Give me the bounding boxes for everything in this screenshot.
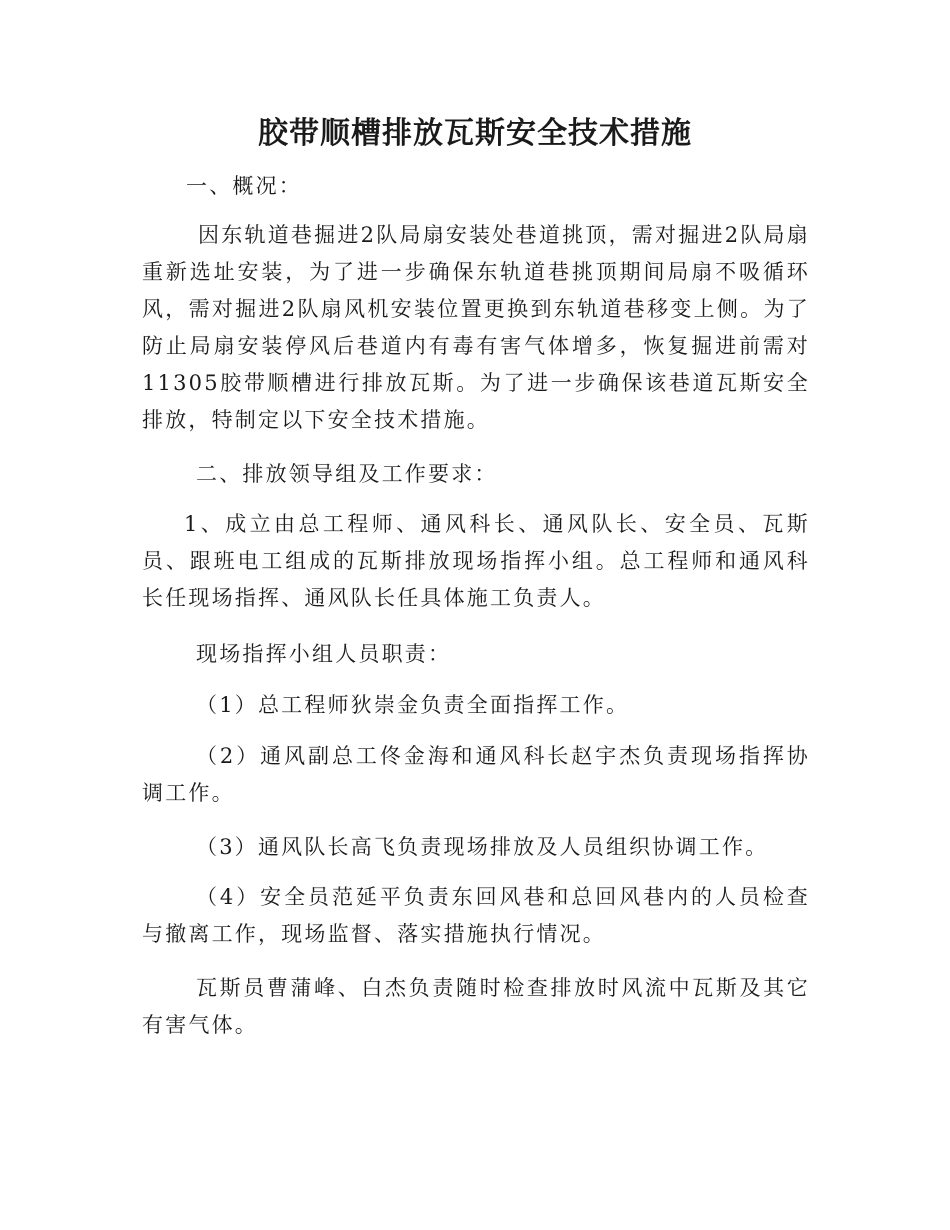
duties-heading: 现场指挥小组人员职责：	[196, 642, 452, 666]
section-2-heading: 二、排放领导组及工作要求：	[196, 462, 498, 486]
duty-4: （4）安全员范延平负责东回风巷和总回风巷内的人员检查与撤离工作，现场监督、落实措施执行情况。	[142, 885, 810, 946]
section-1-heading: 一、概况：	[186, 174, 302, 198]
document-title: 胶带顺槽排放瓦斯安全技术措施	[258, 116, 692, 151]
item-1-paragraph: 1、成立由总工程师、通风科长、通风队长、安全员、瓦斯员、跟班电工组成的瓦斯排放现场指挥小组。总工程师和通风科长任现场指挥、通风队长任具体施工负责人。	[142, 512, 810, 610]
duty-1: （1）总工程师狄崇金负责全面指挥工作。	[196, 693, 630, 717]
duty-2: （2）通风副总工佟金海和通风科长赵宇杰负责现场指挥协调工作。	[142, 744, 810, 805]
section-1-body: 因东轨道巷掘进2队局扇安装处巷道挑顶，需对掘进2队局扇重新选址安装，为了进一步确保东轨道巷挑顶期间局扇不吸循环风，需对掘进2队扇风机安装位置更换到东轨道巷移变上侧。为了防止局扇安装停风后巷道内有毒有害气体增多，恢复掘进前需对11305胶带顺槽进行排放瓦斯。为了进一步确保该巷道瓦斯安全排放，特制定以下安全技术措施。	[142, 223, 810, 432]
gas-staff-paragraph: 瓦斯员曹蒲峰、白杰负责随时检查排放时风流中瓦斯及其它有害气体。	[142, 976, 810, 1037]
duty-3: （3）通风队长高飞负责现场排放及人员组织协调工作。	[196, 835, 769, 859]
